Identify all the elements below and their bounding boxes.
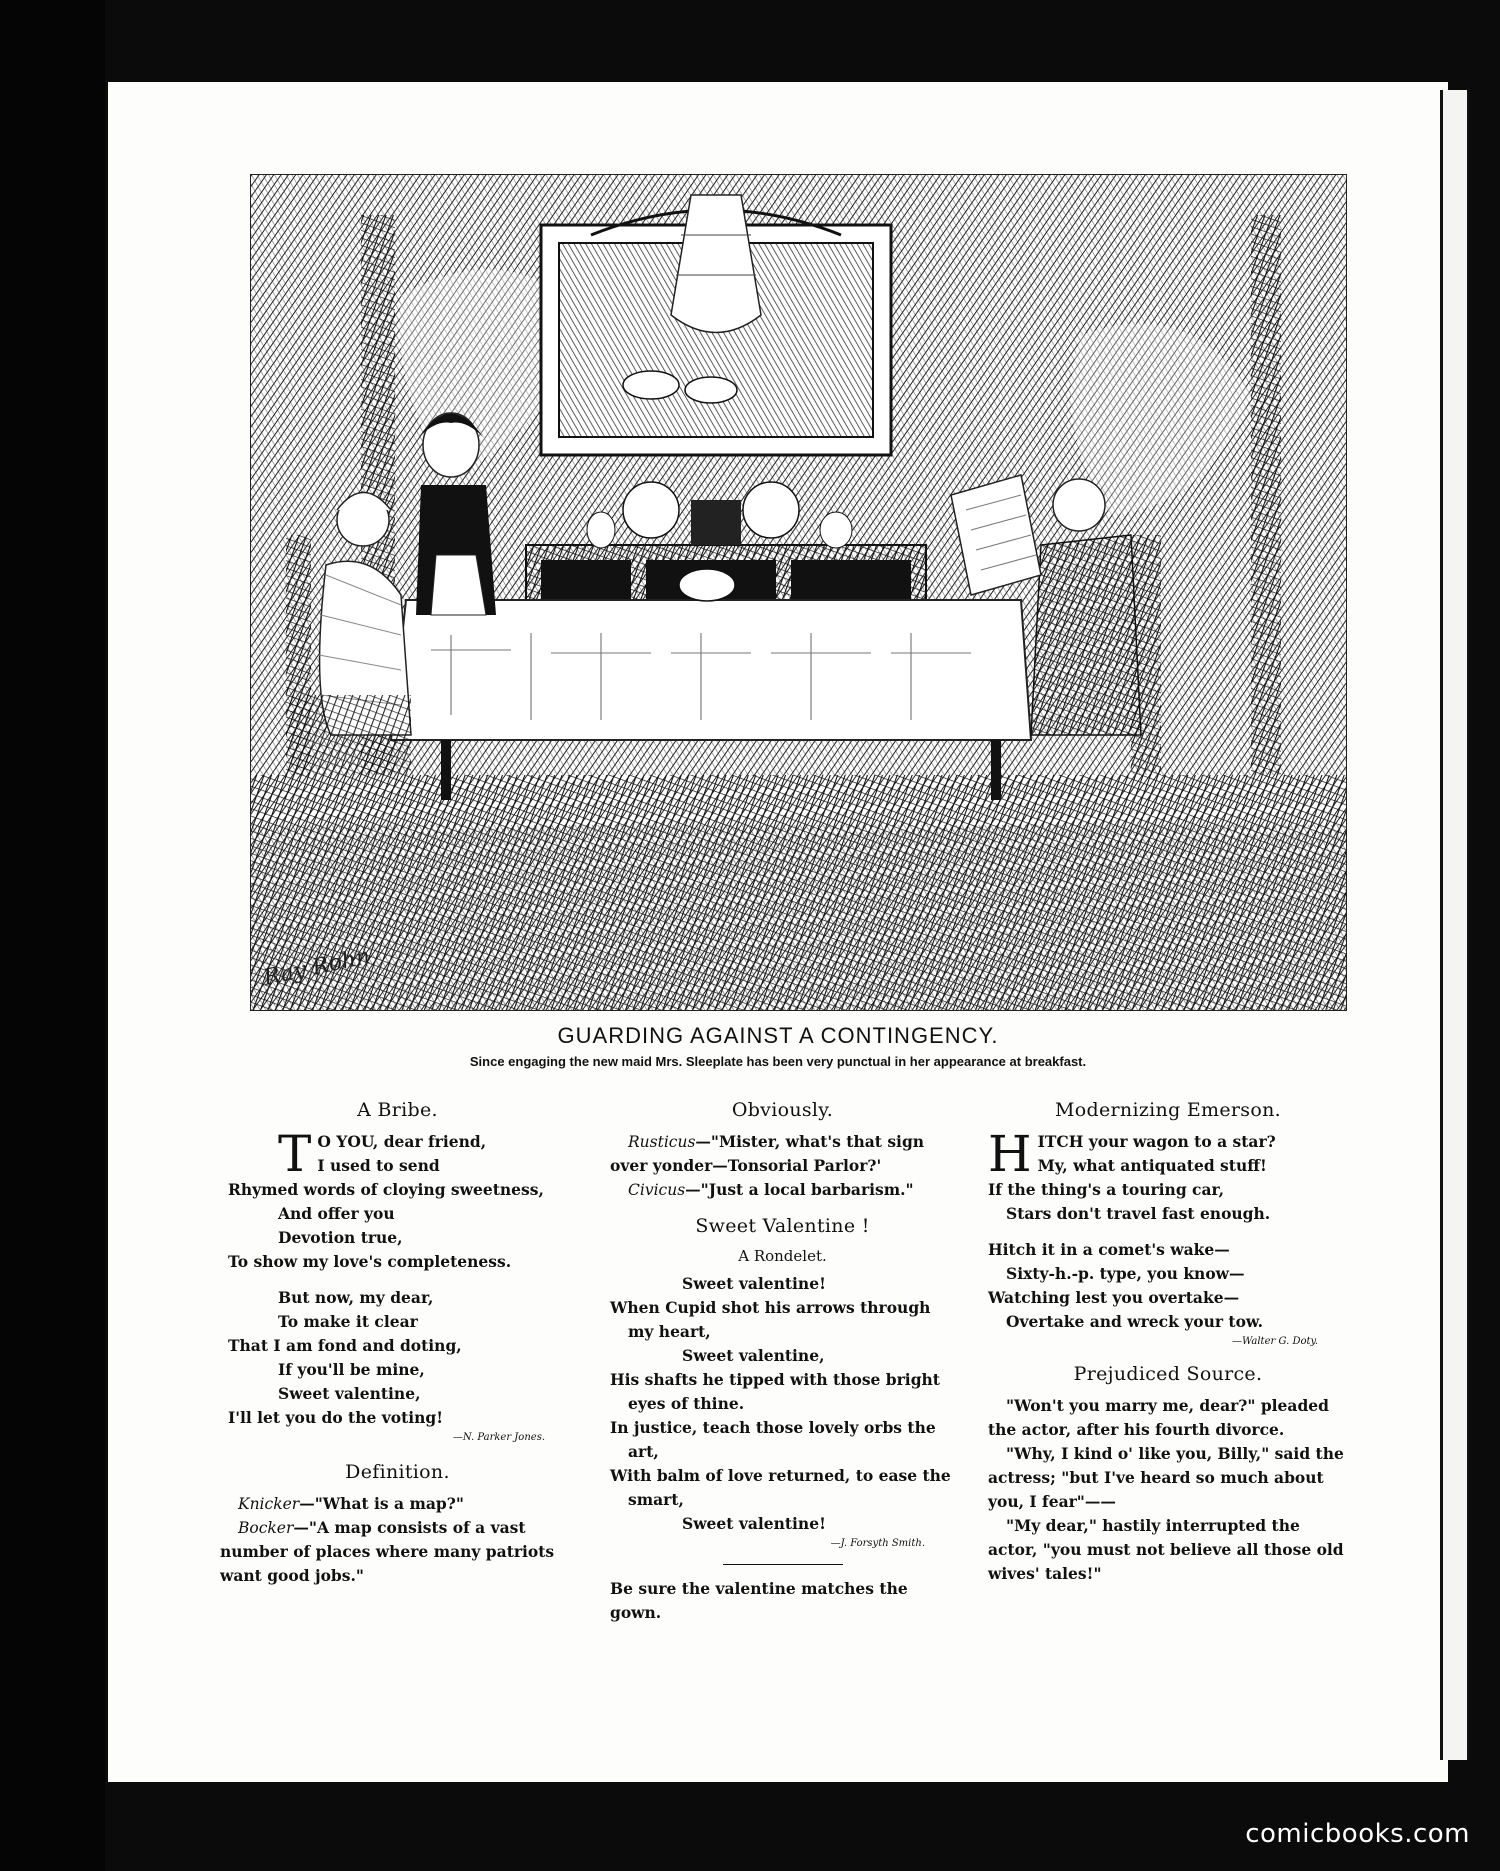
- emerson-line: Sixty-h.-p. type, you know—: [1006, 1264, 1245, 1283]
- obviously-line: Civicus—"Just a local barbarism.": [628, 1180, 914, 1199]
- bribe-line: And offer you: [278, 1204, 395, 1223]
- obviously-heading: Obviously.: [731, 1099, 834, 1121]
- bribe-line: I used to send: [317, 1156, 440, 1175]
- bribe-line: Sweet valentine,: [278, 1384, 421, 1403]
- obviously-line: Rusticus—"Mister, what's that sign over yonder—Tonsorial Parlor?': [610, 1132, 925, 1175]
- valentine-line: Sweet valentine!: [682, 1514, 826, 1533]
- definition-line: Bocker—"A map consists of a vast number of places where many patriots want good jobs.": [220, 1518, 555, 1585]
- valentine-line: When Cupid shot his arrows through my heart,: [610, 1298, 931, 1341]
- emerson-dropcap: H: [988, 1125, 1032, 1183]
- bribe-line: Devotion true,: [278, 1228, 403, 1247]
- bribe-heading: A Bribe.: [357, 1099, 438, 1121]
- prejudiced-paragraph: "Won't you marry me, dear?" pleaded the actor, after his fourth divorce.: [988, 1396, 1330, 1439]
- bribe-line: That I am fond and doting,: [228, 1336, 462, 1355]
- valentine-line: Sweet valentine!: [682, 1274, 826, 1293]
- definition-heading: Definition.: [345, 1461, 450, 1483]
- valentine-subheading: A Rondelet.: [738, 1247, 827, 1265]
- valentine-line: His shafts he tipped with those bright eyes of thine.: [610, 1370, 940, 1413]
- emerson-heading: Modernizing Emerson.: [1055, 1099, 1281, 1121]
- cartoon-title: GUARDING AGAINST A CONTINGENCY.: [557, 1023, 999, 1048]
- bribe-line: To make it clear: [278, 1312, 418, 1331]
- prejudiced-heading: Prejudiced Source.: [1073, 1363, 1263, 1385]
- valentine-line: In justice, teach those lovely orbs the art,: [610, 1418, 936, 1461]
- emerson-line: If the thing's a touring car,: [988, 1180, 1224, 1199]
- magazine-page: [108, 82, 1448, 1782]
- valentine-credit: —J. Forsyth Smith.: [830, 1538, 925, 1549]
- emerson-line: Hitch it in a comet's wake—: [988, 1240, 1230, 1259]
- prejudiced-paragraph: "Why, I kind o' like you, Billy," said the actress; "but I've heard so much about you, I fear"——: [988, 1444, 1344, 1511]
- valentine-line: With balm of love returned, to ease the smart,: [610, 1466, 951, 1509]
- cartoon-caption: Since engaging the new maid Mrs. Sleeplate has been very punctual in her appearance at breakfast.: [469, 1054, 1087, 1069]
- bribe-line: Rhymed words of cloying sweetness,: [228, 1180, 544, 1199]
- emerson-line: HITCH your wagon to a star?: [988, 1125, 1276, 1183]
- bribe-dropcap: T: [278, 1125, 312, 1183]
- bribe-credit: —N. Parker Jones.: [452, 1432, 545, 1443]
- cartoon-illustration: [250, 174, 1347, 1011]
- bribe-line: I'll let you do the voting!: [228, 1408, 444, 1427]
- bribe-line: T O YOU, dear friend,: [278, 1125, 487, 1183]
- emerson-credit: —Walter G. Doty.: [1231, 1336, 1318, 1347]
- prejudiced-paragraph: "My dear," hastily interrupted the actor, "you must not believe all those old wives' tales!": [988, 1516, 1344, 1583]
- bribe-line: If you'll be mine,: [278, 1360, 425, 1379]
- valentine-line: Sweet valentine,: [682, 1346, 825, 1365]
- emerson-line: Watching lest you overtake—: [988, 1288, 1240, 1307]
- definition-line: Knicker—"What is a map?": [238, 1494, 464, 1513]
- breakfast-scene-drawing: [251, 175, 1346, 1010]
- emerson-line: Overtake and wreck your tow.: [1006, 1312, 1264, 1331]
- emerson-line: My, what antiquated stuff!: [1037, 1156, 1267, 1175]
- valentine-tagline: Be sure the valentine matches the gown.: [610, 1579, 908, 1622]
- column-right: [988, 1094, 1348, 1586]
- page-spine: [1440, 90, 1469, 1760]
- bribe-line: But now, my dear,: [278, 1288, 434, 1307]
- divider: [723, 1564, 843, 1565]
- column-left: [220, 1094, 575, 1588]
- bribe-line: To show my love's completeness.: [228, 1252, 512, 1271]
- artist-signature: Ray Rohn: [261, 944, 373, 991]
- emerson-line: Stars don't travel fast enough.: [1006, 1204, 1271, 1223]
- scan-border: [0, 0, 105, 1871]
- column-middle: [610, 1094, 955, 1625]
- site-watermark: comicbooks.com: [1245, 1819, 1470, 1849]
- valentine-heading: Sweet Valentine !: [695, 1215, 870, 1237]
